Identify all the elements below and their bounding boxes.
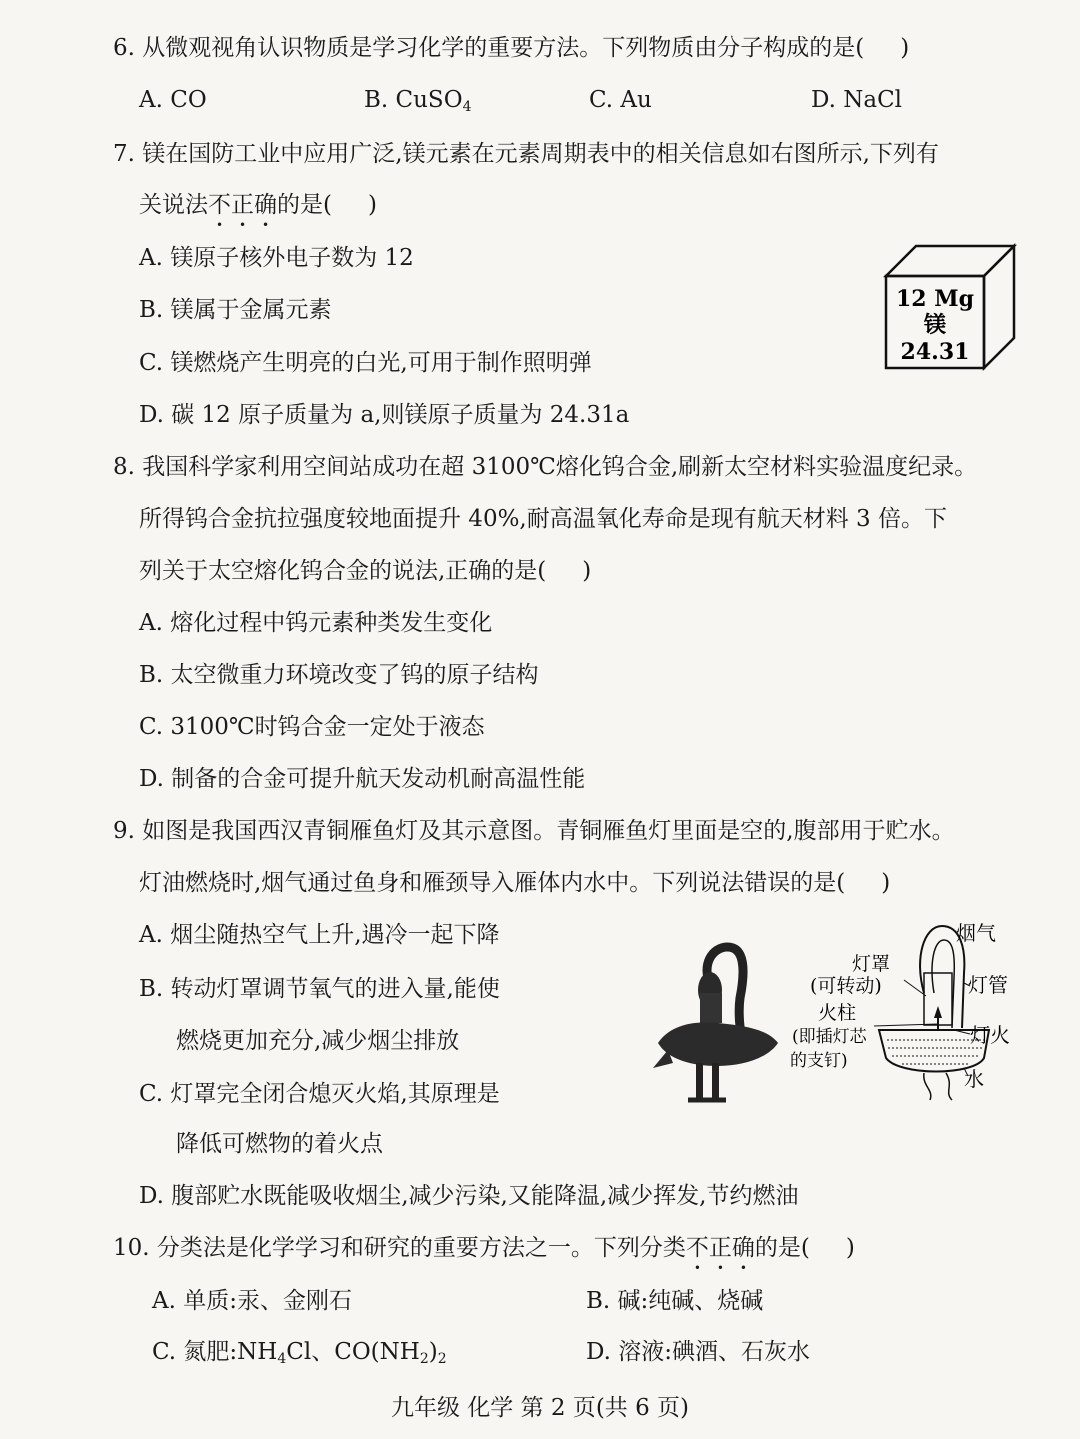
q6-option-d: D. NaCl (811, 87, 903, 113)
element-name: 镁 (923, 312, 947, 338)
q8-stem-line2: 所得钨合金抗拉强度较地面提升 40%,耐高温氧化寿命是现有航天材料 3 倍。下 (139, 506, 947, 532)
q8-option-d: D. 制备的合金可提升航天发动机耐高温性能 (139, 766, 586, 792)
q9-option-b-line1: B. 转动灯罩调节氧气的进入量,能使 (139, 976, 500, 1002)
q7-option-b: B. 镁属于金属元素 (139, 297, 332, 323)
q9-option-b-line2: 燃烧更加充分,减少烟尘排放 (176, 1028, 460, 1054)
q6-option-a: A. CO (139, 87, 207, 113)
label-fire: 灯火 (970, 1023, 1010, 1047)
label-water: 水 (964, 1067, 984, 1091)
q7-option-d: D. 碳 12 原子质量为 a,则镁原子质量为 24.31a (139, 402, 630, 428)
q8-option-a: A. 熔化过程中钨元素种类发生变化 (139, 610, 493, 636)
label-tube: 灯管 (968, 973, 1008, 997)
label-pillar-note2: 的支钉) (790, 1051, 848, 1071)
q6-option-c: C. Au (589, 87, 652, 113)
q10-option-c: C. 氮肥$:NH_4Cl$、$CO(NH_2)_2$ (152, 1339, 447, 1367)
q8-option-c: C. 3100℃时钨合金一定处于液态 (139, 714, 485, 740)
q9-option-c-line1: C. 灯罩完全闭合熄灭火焰,其原理是 (139, 1081, 500, 1107)
page-footer: 九年级 化学 第 2 页(共 6 页) (390, 1395, 690, 1421)
element-mass: 24.31 (900, 339, 970, 365)
label-pillar-note1: (即插灯芯 (792, 1027, 867, 1047)
q9-option-d: D. 腹部贮水既能吸收烟尘,减少污染,又能降温,减少挥发,节约燃油 (139, 1183, 799, 1209)
q8-stem-line1: 8. 我国科学家利用空间站成功在超 3100℃熔化钨合金,刷新太空材料实验温度纪录。 (113, 454, 978, 480)
q9-option-a: A. 烟尘随热空气上升,遇冷一起下降 (139, 922, 500, 948)
q7-option-a: A. 镁原子核外电子数为 12 (139, 245, 414, 271)
q8-option-b: B. 太空微重力环境改变了钨的原子结构 (139, 662, 539, 688)
q6-stem: 6. 从微观视角认识物质是学习化学的重要方法。下列物质由分子构成的是( ) (113, 35, 910, 61)
q9-stem-line1: 9. 如图是我国西汉青铜雁鱼灯及其示意图。青铜雁鱼灯里面是空的,腹部用于贮水。 (113, 818, 955, 844)
q10-stem: 10. 分类法是化学学习和研究的重要方法之一。下列分类不正确的是( ) (113, 1235, 855, 1261)
q10-option-a: A. 单质:汞、金刚石 (152, 1288, 352, 1314)
label-pillar: 火柱 (818, 1002, 857, 1024)
bronze-lamp-photo (648, 938, 788, 1108)
q7-stem-line2: 关说法不正确的是( ) (139, 192, 377, 218)
element-number-symbol: 12 Mg (895, 286, 975, 312)
q7-option-c: C. 镁燃烧产生明亮的白光,可用于制作照明弹 (139, 350, 592, 376)
label-smoke: 烟气 (956, 921, 996, 945)
q8-stem-line3: 列关于太空熔化钨合金的说法,正确的是( ) (139, 558, 592, 584)
q10-option-d: D. 溶液:碘酒、石灰水 (586, 1339, 810, 1365)
q10-option-b: B. 碱:纯碱、烧碱 (586, 1288, 764, 1314)
lamp-schematic-diagram (784, 918, 1034, 1108)
q9-option-c-line2: 降低可燃物的着火点 (176, 1131, 383, 1157)
magnesium-element-cell (880, 236, 1020, 376)
label-shade-rotatable: (可转动) (810, 975, 882, 997)
q7-stem-line1: 7. 镁在国防工业中应用广泛,镁元素在元素周期表中的相关信息如右图所示,下列有 (113, 141, 939, 167)
q9-stem-line2: 灯油燃烧时,烟气通过鱼身和雁颈导入雁体内水中。下列说法错误的是( ) (139, 870, 891, 896)
q6-option-b: B. CuSO$_4$ (364, 87, 472, 115)
label-shade: 灯罩 (852, 953, 891, 975)
